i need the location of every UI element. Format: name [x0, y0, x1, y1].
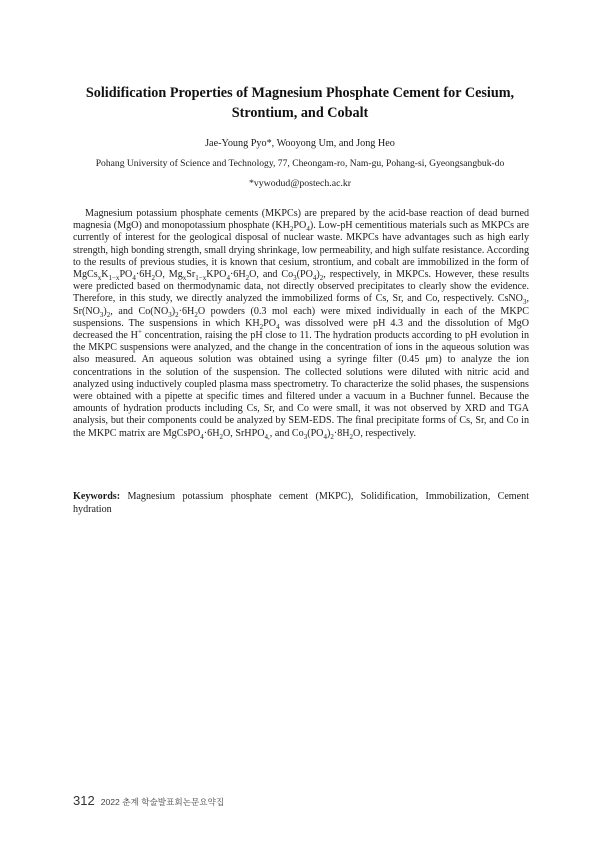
corresponding-email: *vywodud@postech.ac.kr [248, 178, 352, 189]
keywords-paragraph [73, 491, 529, 516]
paper-title: Solidification Properties of Magnesium Phosphate Cement for Cesium, Strontium, and Cobalt [85, 85, 515, 121]
page-footer [73, 793, 224, 809]
author-list: Jae-Young Pyo*, Wooyong Um, and Jong Heo [205, 138, 395, 149]
publication-name: 2022 춘계 학술발표회논문요약집 [100, 797, 225, 807]
affiliation: Pohang University of Science and Technology, 77, Cheongam-ro, Nam-gu, Pohang-si, Gyeongsangbuk-do [95, 158, 505, 169]
keywords-list: Magnesium potassium phosphate cement (MKPC), Solidification, Immobilization, Cement hydration [73, 491, 529, 515]
page-number: 312 [73, 793, 95, 808]
keywords-label: Keywords: [73, 491, 121, 502]
abstract-paragraph: Magnesium potassium phosphate cements (MKPCs) are prepared by the acid-base reaction of dead burned magnesia (MgO) and monopotassium phosphate $(KH_2PO_4)$. Low-pH cementitious materials such as MKPCs are currently of interest for the geological disposal of nuclear waste. MKPCs have advantages such as high early strength, high bonding strength, small drying shrinkage, low permeability, and high sulfate resistance. According to the results of previous studies, it is known that cesium, strontium, and cobalt are immobilized in the form of $MgCs_xK_{1-x}PO_4\cdot 6H_2O$, $Mg_xSr_{1-x}KPO_4\cdot 6H_2O$, and $Co_3(PO_4)_2$, respectively, in MKPCs. However, these results were predicted based on thermodynamic data, not directly observed precipitates to clearly show the evidence. Therefore, in this study, we directly analyzed the immobilized forms of Cs, Sr, and Co, respectively. CsNO$_3$, $Sr(NO_3)_2$, and $Co(NO_3)_2\cdot 6H_2O$ powders (0.3 mol each) were mixed individually in each of the MKPC suspensions. The suspensions in which $KH_2PO_4$ was dissolved were pH 4.3 and the dissolution of MgO decreased the H+ concentration, raising the pH close to 11. The hydration products according to pH evolution in the MKPC suspensions were analyzed, and the change in the concentration of ions in the aqueous solution was also measured. An aqueous solution was obtained using a syringe filter (0.45 μm) to analyze the ion concentrations in the solution of the suspension. The collected solutions were diluted with nitric acid and analyzed using inductively coupled plasma mass spectrometry. To characterize the solid phases, the suspensions were obtained with a pipette at specific times and filtered under a vacuum in a Buchner funnel. Because the amounts of hydration products including Cs, Sr, and Co were small, it was not observed by XRD and TGA analysis, but their components could be analyzed by SEM-EDS. The final precipitate forms of Cs, Sr, and Co in the MKPC matrix are $MgCsPO_4\cdot 6H_2O$, SrHPO$_{4,}$, and $Co_3(PO_4)_2\cdot 8H_2O$, respectively. [73, 208, 530, 441]
